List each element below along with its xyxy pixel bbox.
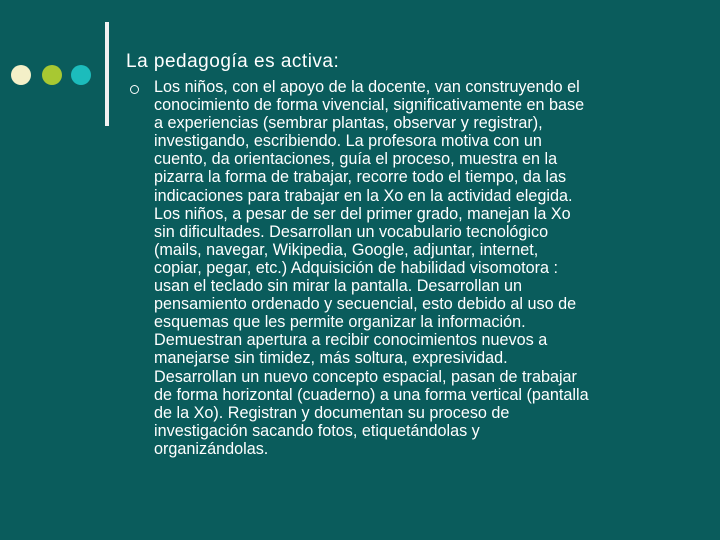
body-line: indicaciones para trabajar en la Xo en la actividad elegida. [154, 186, 573, 205]
slide-title: La pedagogía es activa: [126, 51, 340, 72]
body-line: copiar, pegar, etc.) Adquisición de habilidad visomotora : [154, 258, 559, 277]
body-line: de la Xo). Registran y documentan su proceso de [154, 403, 510, 422]
body-line: investigación sacando fotos, etiquetándolas y [154, 421, 480, 440]
body-line: Los niños, con el apoyo de la docente, van construyendo el [154, 78, 580, 96]
decorative-dot-green [42, 65, 62, 85]
body-line: manejarse sin timidez, más soltura, expresividad. [154, 349, 508, 368]
body-line: organizándolas. [154, 439, 269, 458]
body-line: pizarra la forma de trabajar, recorre todo el tiempo, da las [154, 168, 567, 187]
body-line: (mails, navegar, Wikipedia, Google, adjuntar, internet, [154, 240, 539, 259]
body-line: Los niños, a pesar de ser del primer grado, manejan la Xo [154, 204, 571, 223]
vertical-divider [105, 22, 109, 126]
body-line: usan el teclado sin mirar la pantalla. Desarrollan un [154, 277, 523, 296]
body-line: de forma horizontal (cuaderno) a una forma vertical (pantalla [154, 385, 589, 404]
bullet-circle-icon [130, 85, 139, 94]
decorative-dot-cream [11, 65, 31, 85]
body-line: sin dificultades. Desarrollan un vocabulario tecnológico [154, 222, 549, 241]
decorative-dot-teal [71, 65, 91, 85]
body-line: pensamiento ordenado y secuencial, esto debido al uso de [154, 295, 577, 314]
body-line: esquemas que les permite organizar la información. [154, 313, 526, 332]
body-line: conocimiento de forma vivencial, significativamente en base [154, 96, 585, 115]
body-line: cuento, da orientaciones, guía el proceso, muestra en la [154, 150, 558, 169]
body-line: a experiencias (sembrar plantas, observar y registrar), [154, 114, 543, 133]
body-line: Desarrollan un nuevo concepto espacial, pasan de trabajar [154, 367, 577, 386]
body-line: Demuestran apertura a recibir conocimientos nuevos a [154, 331, 548, 350]
slide-body-text [154, 78, 674, 458]
body-line: investigando, escribiendo. La profesora motiva con un [154, 132, 542, 151]
